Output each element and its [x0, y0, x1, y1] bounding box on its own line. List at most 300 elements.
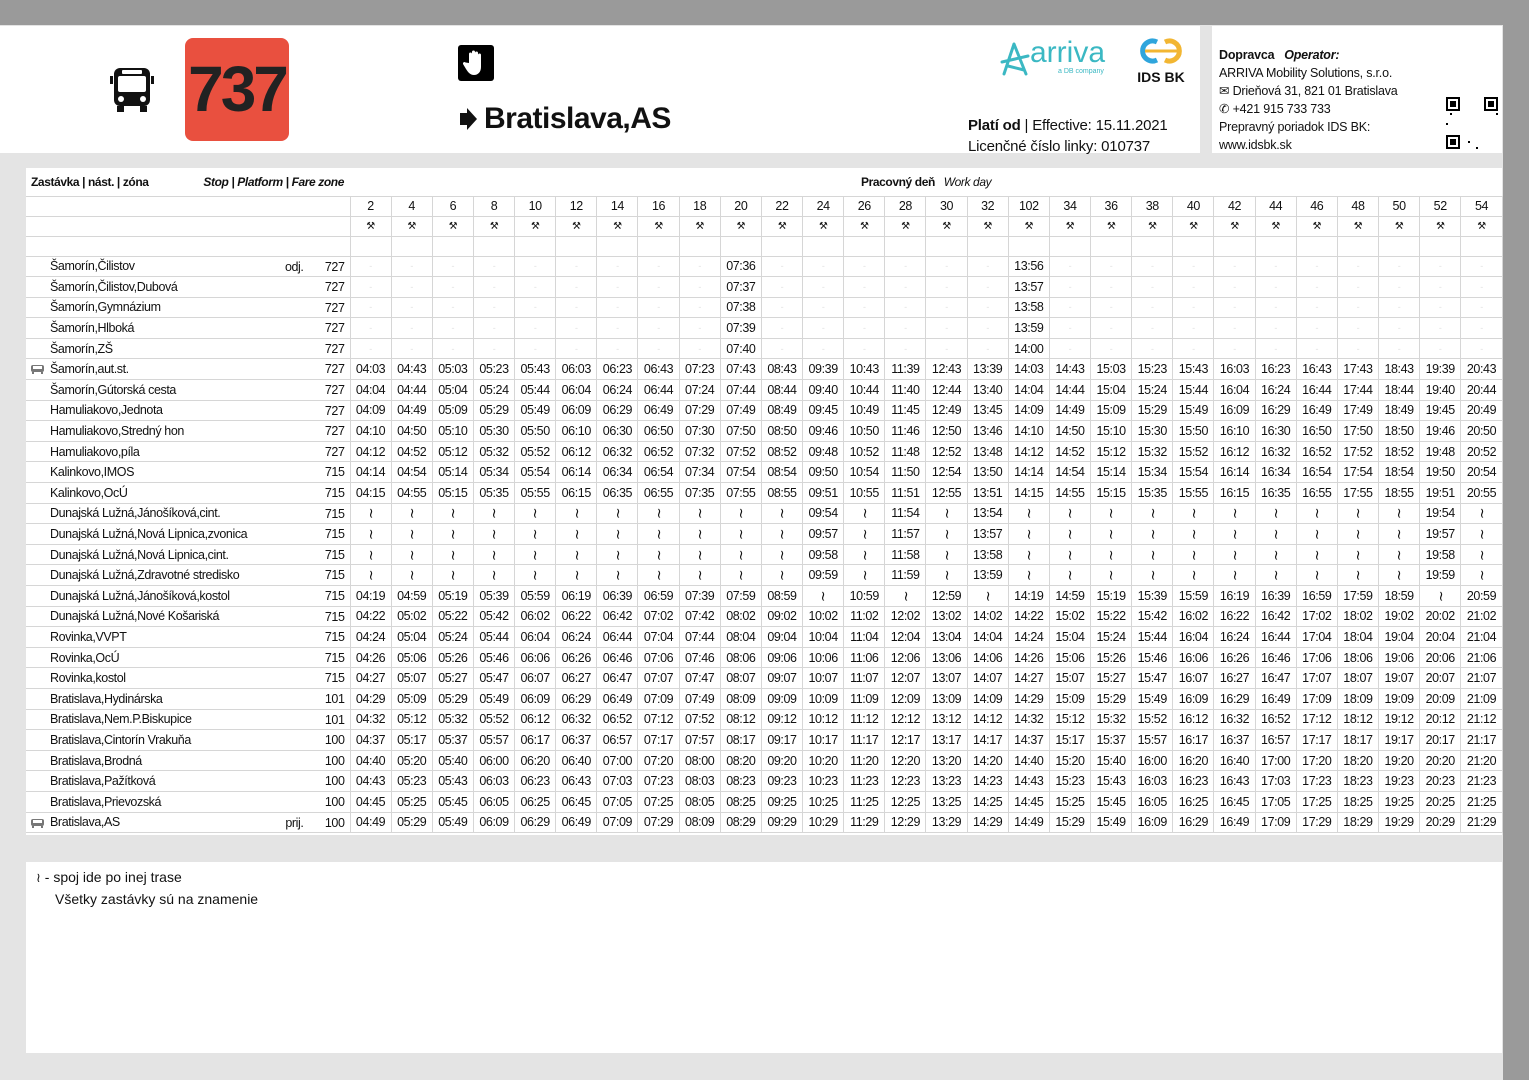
no-service-cell: -	[803, 297, 844, 318]
detour-icon: ~	[444, 548, 461, 561]
departure-time: 16:54	[1296, 462, 1337, 483]
departure-time: 05:35	[473, 483, 514, 504]
workday-hammer-icon: ⚒	[391, 216, 432, 236]
detour-icon: ~	[362, 528, 379, 540]
departure-time: 06:22	[556, 606, 597, 627]
departure-time: 11:46	[885, 421, 926, 442]
detour-cell	[1337, 524, 1378, 545]
workday-hammer-icon: ⚒	[1008, 216, 1049, 236]
departure-time: 10:23	[803, 771, 844, 792]
departure-time: 19:45	[1420, 400, 1461, 421]
stop-name: Hamuliakovo,Jednota	[50, 403, 163, 418]
departure-time: 15:04	[1091, 380, 1132, 401]
detour-cell	[1296, 524, 1337, 545]
no-service-cell: -	[1420, 256, 1461, 277]
departure-time: 11:45	[885, 400, 926, 421]
departure-time: 08:17	[720, 730, 761, 751]
departure-time: 14:29	[1008, 688, 1049, 709]
departure-time: 18:43	[1379, 359, 1420, 380]
departure-time: 12:06	[885, 647, 926, 668]
departure-time: 05:37	[432, 730, 473, 751]
departure-time: 07:29	[638, 812, 679, 833]
detour-cell	[844, 565, 885, 586]
departure-time: 20:23	[1420, 771, 1461, 792]
departure-time: 15:24	[1132, 380, 1173, 401]
departure-time: 18:25	[1337, 791, 1378, 812]
departure-time: 18:49	[1379, 400, 1420, 421]
stop-name: Kalinkovo,IMOS	[50, 465, 135, 480]
arriva-logo: arriva a DB company	[1000, 42, 1030, 81]
no-service-cell: -	[1461, 277, 1502, 298]
departure-time: 09:50	[803, 462, 844, 483]
no-service-cell: -	[967, 318, 1008, 339]
detour-cell	[885, 586, 926, 607]
empty-cell	[597, 236, 638, 256]
empty-cell	[1420, 236, 1461, 256]
detour-icon: ~	[979, 590, 996, 602]
no-service-cell: -	[1049, 297, 1090, 318]
departure-time: 13:23	[926, 771, 967, 792]
departure-time: 05:50	[515, 421, 556, 442]
fare-zone: 727	[324, 280, 345, 295]
departure-time: 09:58	[803, 544, 844, 565]
departure-time: 15:43	[1173, 359, 1214, 380]
workday-hammer-icon: ⚒	[350, 216, 391, 236]
departure-time: 14:17	[967, 730, 1008, 751]
departure-time: 05:23	[473, 359, 514, 380]
no-service-cell: -	[1461, 338, 1502, 359]
departure-time: 04:54	[391, 462, 432, 483]
departure-time: 16:44	[1255, 627, 1296, 648]
detour-cell	[1132, 544, 1173, 565]
detour-icon: ~	[1185, 548, 1202, 561]
detour-icon: ~	[362, 507, 379, 520]
no-service-cell: -	[679, 338, 720, 359]
no-service-cell: -	[473, 338, 514, 359]
departure-time: 13:50	[967, 462, 1008, 483]
trip-number: 22	[761, 196, 802, 216]
departure-time: 06:52	[638, 441, 679, 462]
departure-time: 17:09	[1255, 812, 1296, 833]
legend: ≀ - spoj ide po inej trase Všetky zastávky sú na znamenie	[26, 862, 1502, 1053]
departure-time: 14:44	[1049, 380, 1090, 401]
departure-time: 09:29	[761, 812, 802, 833]
departure-time: 08:03	[679, 771, 720, 792]
departure-time: 18:54	[1379, 462, 1420, 483]
detour-cell	[432, 503, 473, 524]
detour-cell	[638, 544, 679, 565]
departure-time: 20:44	[1461, 380, 1502, 401]
detour-icon: ~	[650, 569, 667, 581]
departure-time: 04:29	[350, 688, 391, 709]
direction-label: prij.	[285, 815, 304, 830]
departure-time: 17:25	[1296, 791, 1337, 812]
stop-row	[26, 812, 1502, 833]
no-service-cell: -	[844, 256, 885, 277]
detour-icon: ~	[856, 507, 873, 520]
detour-icon: ~	[1103, 569, 1120, 581]
departure-time: 06:54	[638, 462, 679, 483]
validity-info: Platí od | Effective: 15.11.2021 Licenčné číslo linky: 010737	[968, 117, 1168, 155]
departure-time: 13:51	[967, 483, 1008, 504]
stop-name: Dunajská Lužná,Jánošíková,cint.	[50, 506, 221, 521]
departure-time: 04:04	[350, 380, 391, 401]
fare-zone: 715	[324, 547, 345, 562]
detour-cell	[967, 586, 1008, 607]
stop-name-cell	[26, 441, 350, 462]
no-service-cell: -	[679, 277, 720, 298]
no-service-cell: -	[1132, 297, 1173, 318]
no-service-cell: -	[350, 318, 391, 339]
detour-cell	[556, 524, 597, 545]
detour-icon: ~	[856, 548, 873, 561]
departure-time: 17:44	[1337, 380, 1378, 401]
detour-cell	[638, 503, 679, 524]
fare-zone: 100	[324, 753, 345, 768]
departure-time: 07:49	[679, 688, 720, 709]
departure-time: 04:45	[350, 791, 391, 812]
no-service-cell: -	[926, 338, 967, 359]
departure-time: 09:54	[803, 503, 844, 524]
no-service-cell: -	[761, 297, 802, 318]
stop-row	[26, 483, 1502, 504]
empty-cell	[761, 236, 802, 256]
departure-time: 13:07	[926, 668, 967, 689]
departure-time: 06:49	[638, 400, 679, 421]
departure-time: 06:09	[556, 400, 597, 421]
stop-name: Bratislava,Nem.P.Biskupice	[50, 712, 192, 727]
departure-time: 13:58	[1008, 297, 1049, 318]
detour-cell	[1091, 565, 1132, 586]
detour-cell	[515, 565, 556, 586]
detour-icon: ~	[444, 569, 461, 581]
departure-time: 06:03	[556, 359, 597, 380]
detour-cell	[679, 524, 720, 545]
departure-time: 17:04	[1296, 627, 1337, 648]
detour-icon: ~	[1267, 569, 1284, 581]
detour-cell	[926, 524, 967, 545]
no-service-cell: -	[1420, 297, 1461, 318]
stop-name-cell	[26, 606, 350, 627]
detour-cell	[1379, 544, 1420, 565]
detour-cell	[679, 544, 720, 565]
no-service-cell: -	[1296, 318, 1337, 339]
detour-cell	[515, 524, 556, 545]
departure-time: 06:24	[597, 380, 638, 401]
no-service-cell: -	[803, 338, 844, 359]
workday-hammer-icon: ⚒	[1296, 216, 1337, 236]
detour-icon: ~	[1473, 569, 1490, 581]
departure-time: 16:06	[1173, 647, 1214, 668]
workday-hammer-icon: ⚒	[1173, 216, 1214, 236]
departure-time: 15:24	[1091, 627, 1132, 648]
departure-time: 19:07	[1379, 668, 1420, 689]
departure-time: 07:12	[638, 709, 679, 730]
trip-number: 20	[720, 196, 761, 216]
departure-time: 16:12	[1214, 441, 1255, 462]
detour-cell	[1008, 544, 1049, 565]
stop-name-cell	[26, 338, 350, 359]
no-service-cell: -	[1091, 277, 1132, 298]
departure-time: 10:12	[803, 709, 844, 730]
departure-time: 05:02	[391, 606, 432, 627]
no-service-cell: -	[1214, 338, 1255, 359]
departure-time: 05:52	[515, 441, 556, 462]
detour-icon: ~	[485, 569, 502, 581]
departure-time: 15:19	[1091, 586, 1132, 607]
departure-time: 09:25	[761, 791, 802, 812]
departure-time: 04:22	[350, 606, 391, 627]
detour-icon: ~	[1391, 569, 1408, 581]
departure-time: 20:09	[1420, 688, 1461, 709]
departure-time: 07:39	[679, 586, 720, 607]
departure-time: 17:55	[1337, 483, 1378, 504]
no-service-cell: -	[1420, 277, 1461, 298]
stop-name: Hamuliakovo,Stredný hon	[50, 424, 184, 439]
departure-time: 15:14	[1091, 462, 1132, 483]
stop-row	[26, 277, 1502, 298]
departure-time: 18:12	[1337, 709, 1378, 730]
departure-time: 09:39	[803, 359, 844, 380]
scrollbar[interactable]	[1503, 0, 1529, 1080]
departure-time: 16:50	[1296, 421, 1337, 442]
detour-icon: ~	[568, 528, 585, 540]
departure-time: 08:20	[720, 750, 761, 771]
departure-time: 12:09	[885, 688, 926, 709]
day-symbol-row	[26, 216, 1502, 236]
departure-time: 16:32	[1255, 441, 1296, 462]
no-service-cell: -	[638, 277, 679, 298]
departure-time: 19:29	[1379, 812, 1420, 833]
departure-time: 05:03	[432, 359, 473, 380]
departure-time: 12:49	[926, 400, 967, 421]
stop-name-cell	[26, 359, 350, 380]
detour-cell	[1420, 586, 1461, 607]
stop-name: Bratislava,Prievozská	[50, 794, 162, 809]
departure-time: 21:09	[1461, 688, 1502, 709]
stop-name-cell	[26, 688, 350, 709]
detour-icon: ~	[691, 507, 708, 520]
no-service-cell: -	[391, 256, 432, 277]
empty-cell	[1461, 236, 1502, 256]
no-service-cell: -	[1132, 256, 1173, 277]
departure-time: 14:24	[1008, 627, 1049, 648]
fare-zone: 727	[324, 321, 345, 336]
detour-icon: ~	[1144, 507, 1161, 520]
detour-icon: ~	[815, 590, 832, 602]
departure-time: 09:59	[803, 565, 844, 586]
empty-cell	[1296, 236, 1337, 256]
departure-time: 05:06	[391, 647, 432, 668]
detour-icon: ~	[1020, 548, 1037, 561]
departure-time: 07:06	[638, 647, 679, 668]
departure-time: 06:20	[515, 750, 556, 771]
detour-cell	[1214, 544, 1255, 565]
stop-name-cell	[26, 544, 350, 565]
detour-icon: ~	[1267, 507, 1284, 520]
detour-icon: ~	[1020, 528, 1037, 540]
departure-time: 07:20	[638, 750, 679, 771]
departure-time: 15:23	[1049, 771, 1090, 792]
departure-time: 15:49	[1132, 688, 1173, 709]
no-service-cell: -	[803, 277, 844, 298]
departure-time: 08:50	[761, 421, 802, 442]
departure-time: 12:55	[926, 483, 967, 504]
detour-icon: ~	[568, 569, 585, 581]
departure-time: 14:49	[1049, 400, 1090, 421]
bus-station-icon	[31, 364, 44, 374]
workday-hammer-icon: ⚒	[432, 216, 473, 236]
no-service-cell: -	[1461, 318, 1502, 339]
departure-time: 14:43	[1008, 771, 1049, 792]
trip-number: 44	[1255, 196, 1296, 216]
detour-icon: ~	[1185, 507, 1202, 520]
empty-cell	[1337, 236, 1378, 256]
detour-icon: ~	[856, 569, 873, 581]
departure-time: 11:09	[844, 688, 885, 709]
departure-time: 06:46	[597, 647, 638, 668]
workday-hammer-icon: ⚒	[1255, 216, 1296, 236]
departure-time: 17:49	[1337, 400, 1378, 421]
departure-time: 11:40	[885, 380, 926, 401]
departure-time: 20:54	[1461, 462, 1502, 483]
departure-time: 17:17	[1296, 730, 1337, 751]
trip-number: 40	[1173, 196, 1214, 216]
departure-time: 16:24	[1214, 627, 1255, 648]
departure-time: 19:39	[1420, 359, 1461, 380]
departure-time: 08:12	[720, 709, 761, 730]
detour-icon: ~	[773, 528, 790, 540]
departure-time: 05:29	[432, 688, 473, 709]
trip-number: 36	[1091, 196, 1132, 216]
detour-icon: ~	[444, 528, 461, 540]
departure-time: 07:32	[679, 441, 720, 462]
no-service-cell: -	[473, 318, 514, 339]
stop-name: Bratislava,Cintorín Vrakuňa	[50, 732, 191, 747]
departure-time: 08:09	[720, 688, 761, 709]
detour-cell	[926, 503, 967, 524]
detour-icon: ~	[1020, 507, 1037, 520]
departure-time: 08:05	[679, 791, 720, 812]
ids-bk-logo: IDS BK	[1137, 36, 1185, 85]
fare-zone: 100	[324, 733, 345, 748]
departure-time: 20:07	[1420, 668, 1461, 689]
departure-time: 07:55	[720, 483, 761, 504]
detour-cell	[515, 544, 556, 565]
empty-cell	[1173, 236, 1214, 256]
empty-cell	[1255, 236, 1296, 256]
departure-time: 06:05	[473, 791, 514, 812]
departure-time: 16:45	[1214, 791, 1255, 812]
departure-time: 06:29	[556, 688, 597, 709]
stop-name-cell	[26, 277, 350, 298]
departure-time: 18:44	[1379, 380, 1420, 401]
fare-zone: 727	[324, 444, 345, 459]
departure-time: 14:49	[1008, 812, 1049, 833]
departure-time: 07:17	[638, 730, 679, 751]
departure-time: 04:37	[350, 730, 391, 751]
stop-name-cell	[26, 380, 350, 401]
no-service-cell: -	[1091, 338, 1132, 359]
departure-time: 05:47	[473, 668, 514, 689]
departure-time: 16:29	[1255, 400, 1296, 421]
stop-row	[26, 627, 1502, 648]
empty-cell	[1008, 236, 1049, 256]
departure-time: 07:50	[720, 421, 761, 442]
bus-icon	[110, 66, 154, 114]
stop-row	[26, 359, 1502, 380]
departure-time: 06:23	[597, 359, 638, 380]
detour-icon: ~	[403, 548, 420, 561]
no-service-cell: -	[515, 338, 556, 359]
no-service-cell: -	[803, 256, 844, 277]
stop-name-cell	[26, 627, 350, 648]
stop-name: Dunajská Lužná,Nová Lipnica,cint.	[50, 547, 229, 562]
departure-time: 05:45	[432, 791, 473, 812]
license-number: Licenčné číslo linky: 010737	[968, 138, 1151, 155]
no-service-cell: -	[761, 277, 802, 298]
departure-time: 07:25	[638, 791, 679, 812]
departure-time: 12:23	[885, 771, 926, 792]
no-service-cell: -	[556, 318, 597, 339]
departure-time: 13:54	[967, 503, 1008, 524]
departure-time: 06:50	[638, 421, 679, 442]
departure-time: 16:23	[1255, 359, 1296, 380]
departure-time: 20:59	[1461, 586, 1502, 607]
departure-time: 07:23	[679, 359, 720, 380]
trip-number: 34	[1049, 196, 1090, 216]
phone-icon: ✆	[1219, 102, 1230, 116]
departure-time: 11:58	[885, 544, 926, 565]
departure-time: 16:46	[1255, 647, 1296, 668]
departure-time: 19:58	[1420, 544, 1461, 565]
departure-time: 14:19	[1008, 586, 1049, 607]
empty-cell	[638, 236, 679, 256]
departure-time: 14:23	[967, 771, 1008, 792]
departure-time: 04:27	[350, 668, 391, 689]
website-link[interactable]: www.idsbk.sk	[1219, 138, 1292, 152]
departure-time: 07:39	[720, 318, 761, 339]
departure-time: 05:46	[473, 647, 514, 668]
detour-cell	[1337, 503, 1378, 524]
detour-icon: ~	[527, 569, 544, 581]
stop-row	[26, 338, 1502, 359]
departure-time: 06:04	[556, 380, 597, 401]
detour-cell	[350, 544, 391, 565]
departure-time: 04:43	[391, 359, 432, 380]
no-service-cell: -	[967, 297, 1008, 318]
departure-time: 05:24	[473, 380, 514, 401]
trip-number: 52	[1420, 196, 1461, 216]
departure-time: 19:46	[1420, 421, 1461, 442]
departure-time: 07:37	[720, 277, 761, 298]
no-service-cell: -	[391, 277, 432, 298]
no-service-cell: -	[1255, 277, 1296, 298]
departure-time: 18:52	[1379, 441, 1420, 462]
departure-time: 19:23	[1379, 771, 1420, 792]
stop-row	[26, 503, 1502, 524]
departure-time: 16:24	[1255, 380, 1296, 401]
detour-icon: ~	[1267, 548, 1284, 561]
qr-code[interactable]	[1446, 97, 1498, 149]
departure-time: 08:55	[761, 483, 802, 504]
no-service-cell: -	[1132, 338, 1173, 359]
no-service-cell: -	[638, 297, 679, 318]
departure-time: 20:50	[1461, 421, 1502, 442]
departure-time: 20:29	[1420, 812, 1461, 833]
departure-time: 06:29	[515, 812, 556, 833]
stop-name: Bratislava,Pažítková	[50, 774, 156, 789]
